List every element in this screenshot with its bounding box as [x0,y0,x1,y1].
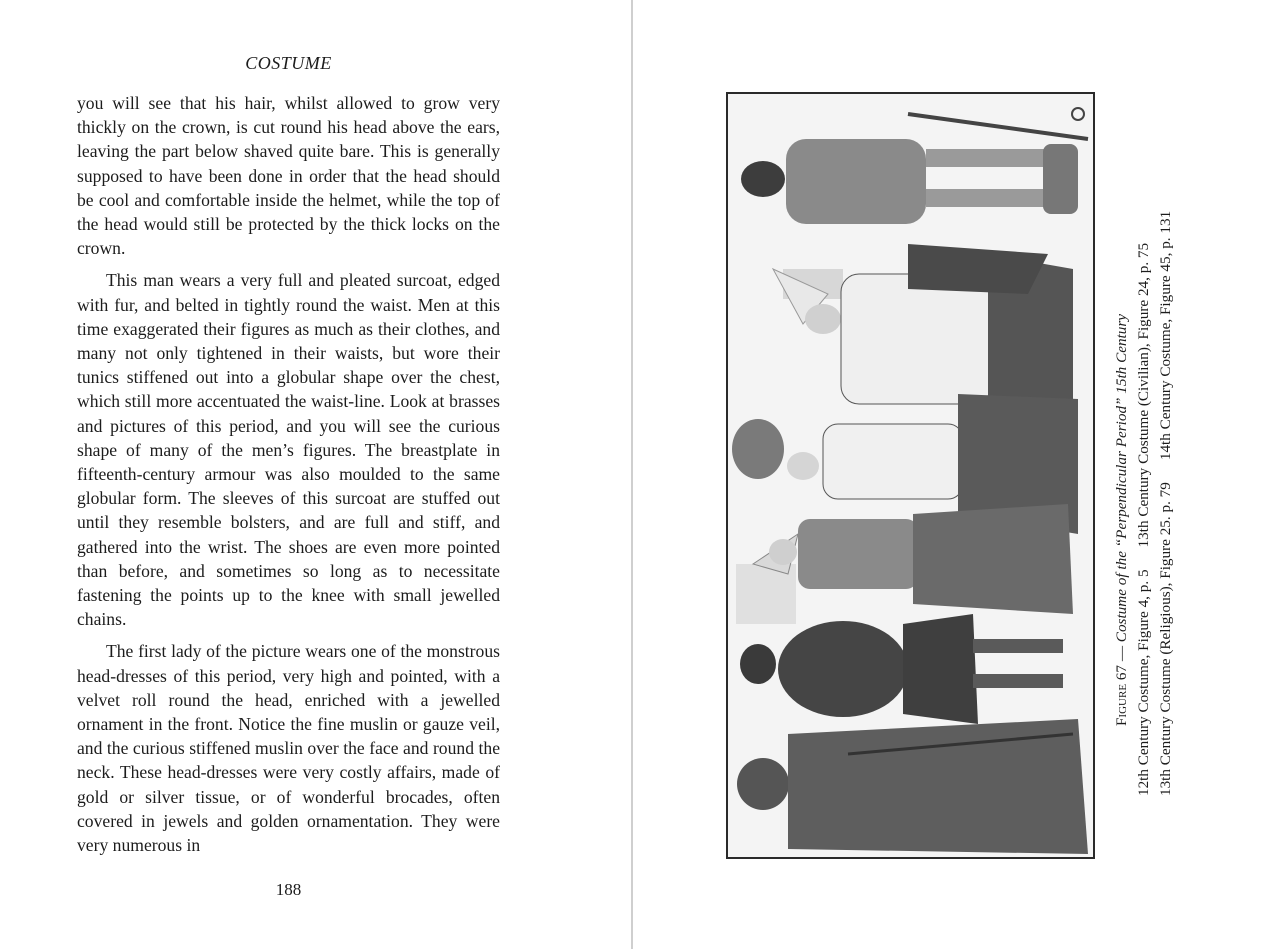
caption-xref-line-2 [1155,210,1177,800]
illustration-figures [728,94,1093,857]
body-text [77,91,500,865]
figure-label: Figure 67 — [1113,642,1130,727]
elder-gown-figure [737,719,1088,854]
xref-14th-century: 14th Century Costume, Figure 45, p. 131 [1157,210,1174,461]
paragraph: The first lady of the picture wears one of the monstrous head-dresses of this period, very high and pointed, with a velvet roll round the head, enriched with a jewelled ornament in the front. Notice the fine muslin or gauze veil, and the curious stiffened muslin over the face and round the neck. These head-dresses were very costly affairs, made of gold or silver tissue, or of wonderful brocades, often covered in jewels and golden ornamentation. They were very numerous in [77,641,500,856]
paragraph: you will see that his hair, whilst allowed to grow very thickly on the crown, is cut round his head above the ears, leaving the part below shaved quite bare. This is generally supposed to have been done in order that the head should be cool and comfortable inside the helmet, while the top of the head would still be protected by the thick locks on the crown. [77,93,500,259]
figure-title: Costume of the “Perpendicular Period” 15th Century [1113,313,1130,643]
xref-12th-century: 12th Century Costume, Figure 4, p. 5 [1135,569,1152,796]
xref-13th-century-civilian: 13th Century Costume (Civilian), Figure 24, p. 75 [1135,242,1152,548]
caption-title-line [1111,240,1133,800]
left-page [0,0,631,949]
caption-xref-line-1 [1133,240,1155,800]
right-page [633,0,1265,949]
costume-illustration [726,92,1095,859]
paragraph: This man wears a very full and pleated surcoat, edged with fur, and belted in tightly round the waist. Men at this time exaggerated their figures as much as their clothes, and many not only tightened in their waists, but wore their tunics stiffened out into a globular shape over the chest, which still more accentuated the waist-line. Look at brasses and pictures of this period, and you will see the curious shape of many of the men’s figures. The breastplate in fifteenth-century armour was also moulded to the same globular form. The sleeves of this surcoat are stuffed out until they resemble bolsters, and are full and stiff, and gathered into the wrist. The shoes are even more pointed than before, and sometimes so long as to necessitate fastening the points up to the knee with small jewelled chains. [77,270,500,630]
running-head: COSTUME [245,53,332,73]
figure-caption [1111,210,1211,800]
xref-13th-century-religious: 13th Century Costume (Religious), Figure 25. p. 79 [1157,482,1174,796]
page-number: 188 [275,880,302,899]
